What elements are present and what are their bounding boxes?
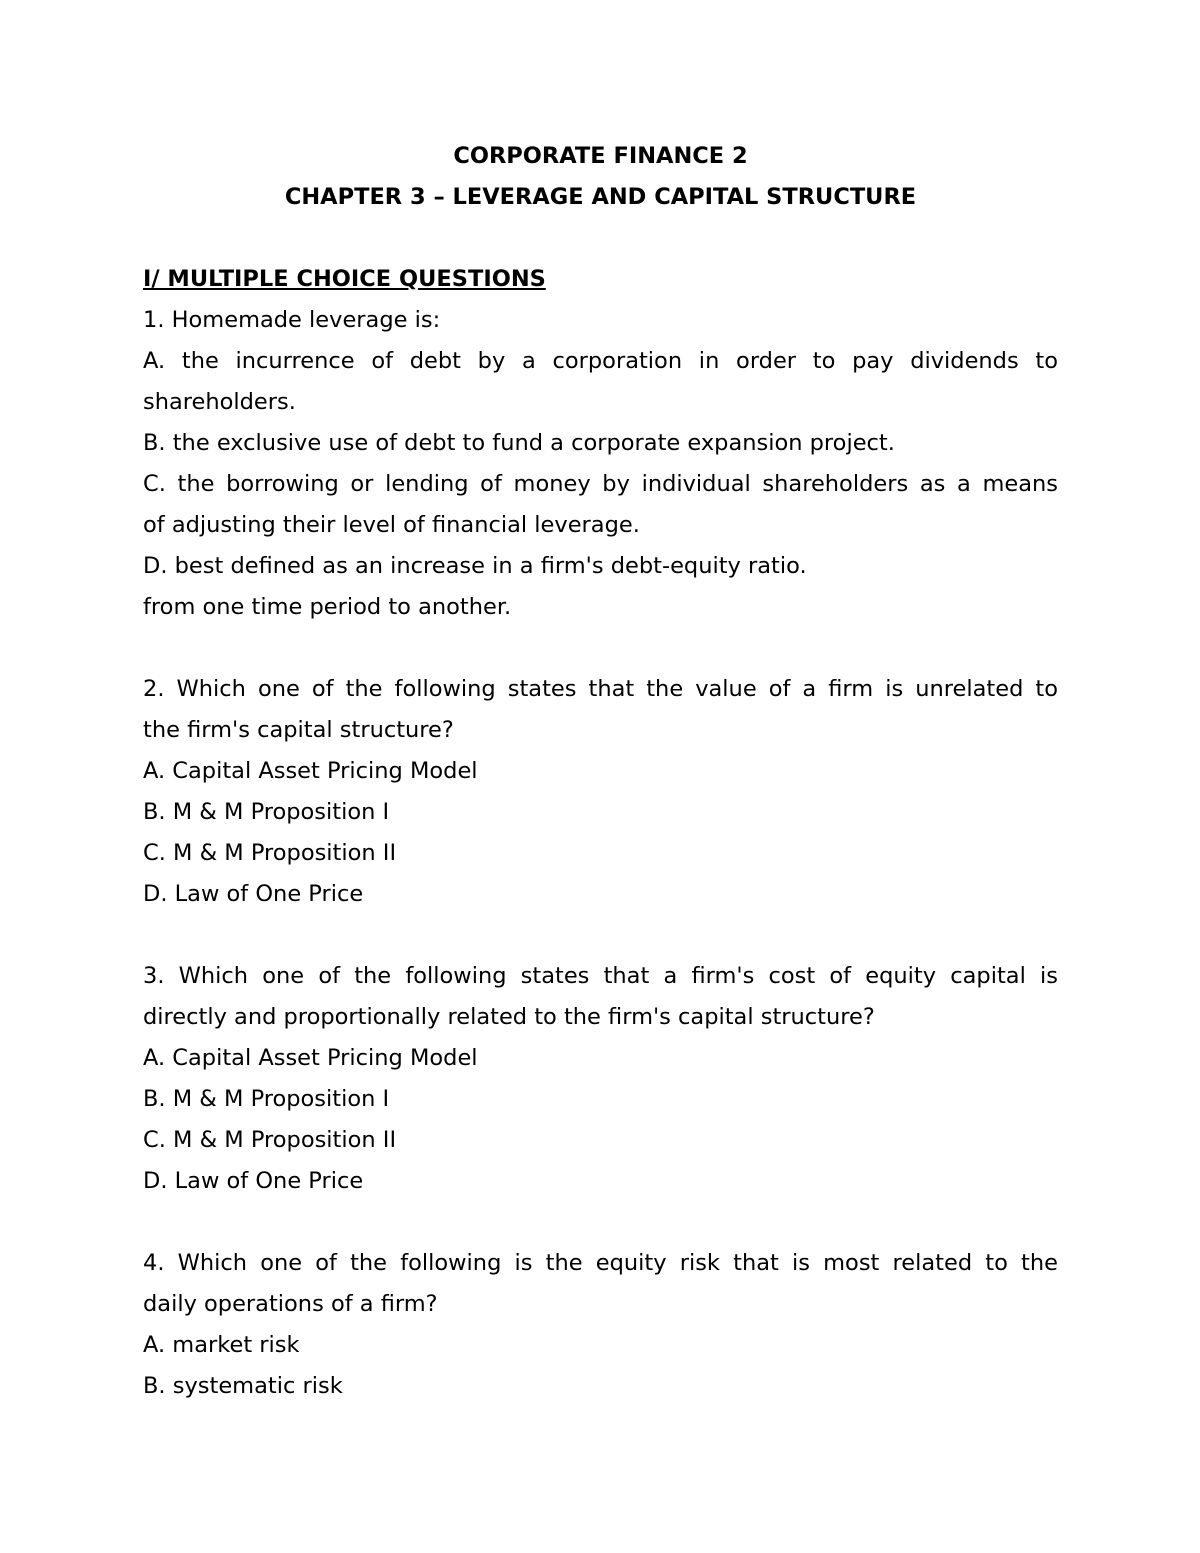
option-b: B. M & M Proposition I [143, 1086, 390, 1112]
question-stem: 4. Which one of the following is the equity risk that is most related to the [143, 1250, 1058, 1276]
chapter-title: CHAPTER 3 – LEVERAGE AND CAPITAL STRUCTURE [284, 184, 917, 210]
option-c: C. M & M Proposition II [143, 840, 397, 866]
option-a: A. Capital Asset Pricing Model [143, 758, 478, 784]
option-c-continued: of adjusting their level of financial leverage. [143, 512, 640, 538]
option-a: A. Capital Asset Pricing Model [143, 1045, 478, 1071]
spacer [143, 915, 1058, 956]
question-stem-continued: the firm's capital structure? [143, 717, 454, 743]
question-stem-continued: daily operations of a firm? [143, 1291, 438, 1317]
option-d: D. Law of One Price [143, 881, 364, 907]
option-d-continued: from one time period to another. [143, 594, 512, 620]
option-c: C. M & M Proposition II [143, 1127, 397, 1153]
option-d: D. Law of One Price [143, 1168, 364, 1194]
option-b: B. systematic risk [143, 1373, 343, 1399]
option-b: B. the exclusive use of debt to fund a corporate expansion project. [143, 430, 895, 456]
question-1 [143, 300, 1058, 628]
option-d: D. best defined as an increase in a firm's debt-equity ratio. [143, 553, 807, 579]
option-a: A. market risk [143, 1332, 300, 1358]
question-4 [143, 1243, 1058, 1407]
question-stem: 3. Which one of the following states that a firm's cost of equity capital is [143, 963, 1058, 989]
question-stem: 2. Which one of the following states that the value of a firm is unrelated to [143, 676, 1058, 702]
option-a-continued: shareholders. [143, 389, 296, 415]
option-c: C. the borrowing or lending of money by individual shareholders as a means [143, 471, 1058, 497]
spacer [143, 218, 1058, 259]
spacer [143, 1202, 1058, 1243]
question-3 [143, 956, 1058, 1202]
document-page [143, 136, 1058, 1407]
option-a: A. the incurrence of debt by a corporation in order to pay dividends to [143, 348, 1058, 374]
spacer [143, 628, 1058, 669]
course-title: CORPORATE FINANCE 2 [453, 143, 748, 169]
section-title: I/ MULTIPLE CHOICE QUESTIONS [143, 266, 546, 292]
question-stem: 1. Homemade leverage is: [143, 307, 441, 333]
question-stem-continued: directly and proportionally related to the firm's capital structure? [143, 1004, 875, 1030]
option-b: B. M & M Proposition I [143, 799, 390, 825]
question-2 [143, 669, 1058, 915]
